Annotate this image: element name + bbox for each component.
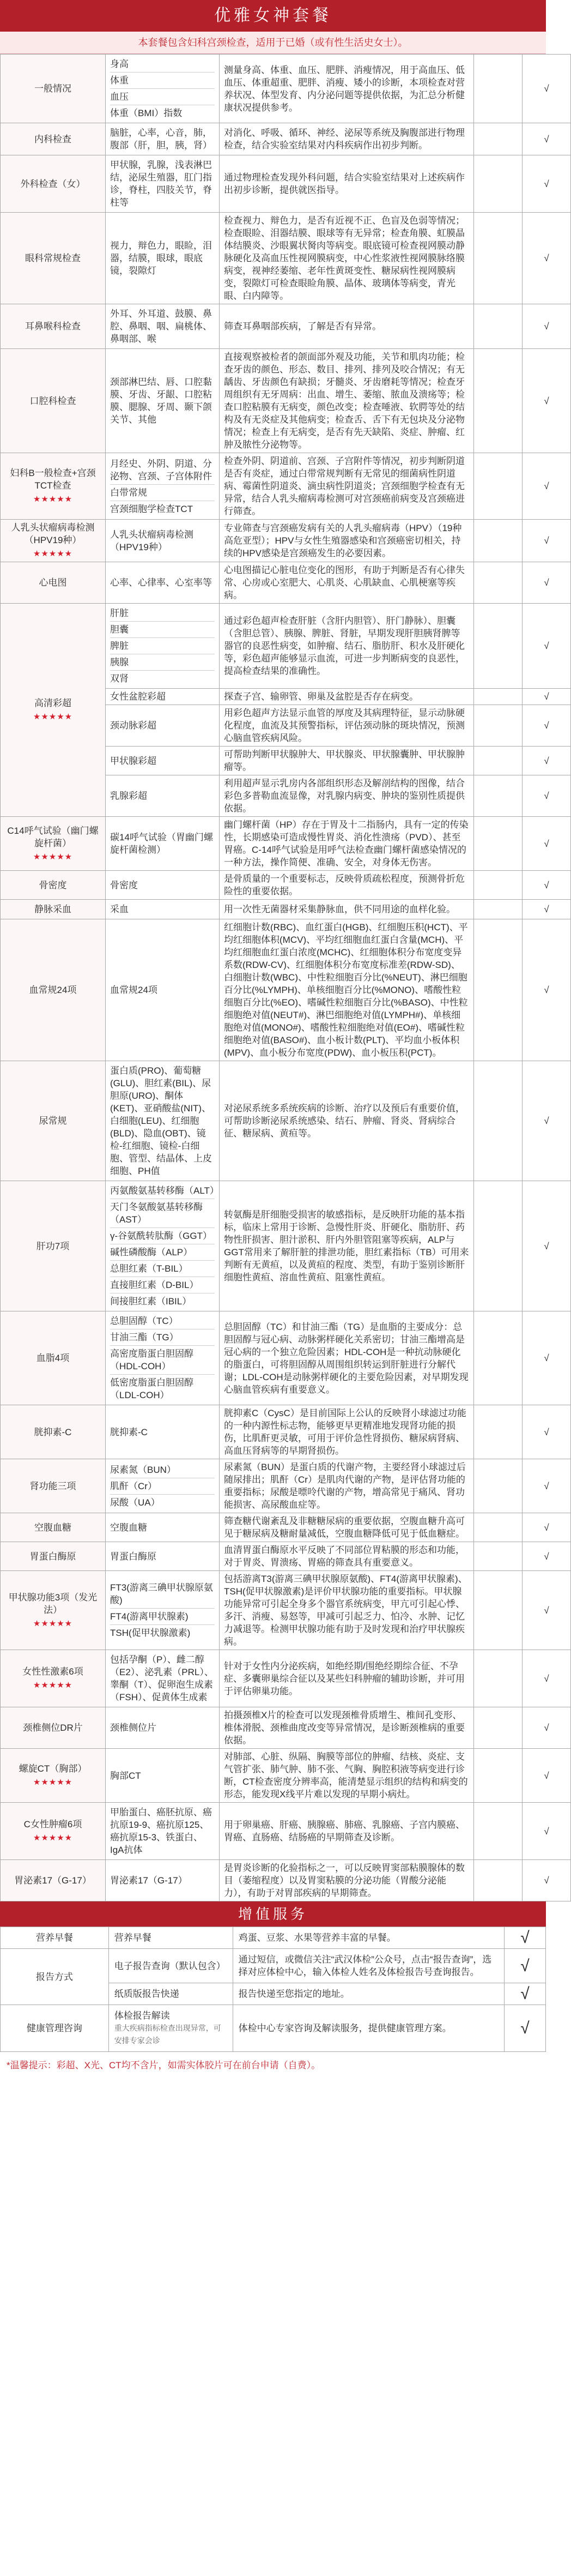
exam-item: 颈椎侧位片 [110, 1723, 156, 1733]
check-mark: √ [505, 1949, 546, 1983]
check-mark: √ [523, 1181, 571, 1311]
service-row [1, 1949, 546, 1983]
exam-row [1, 1749, 571, 1803]
exam-description: 直接观察被检者的颌面部外观及功能，关节和肌肉功能；检查牙齿的颜色、形态、数目、排列、排列及咬合情况；有无龋齿、牙齿颜色有缺损；牙髓炎、牙齿磨耗等情况；检查牙周组织有无牙周病：出血、增生、萎缩、脓血及溃疡等；检查口腔粘膜有无病变，颜色改变；检查唾液、软腭等处的结构及有无炎症及其他病变；检查舌、舌下有无包块及分泌物情况；检查上有无病变，是否有先天缺陷、炎症、肿瘤、红肿及脓性分泌物等。 [220, 349, 474, 453]
exam-row [1, 1860, 571, 1901]
blank-cell [474, 1311, 523, 1405]
star-rating: ★★★★★ [33, 852, 73, 862]
blank-cell [474, 1061, 523, 1181]
check-mark: √ [523, 520, 571, 562]
exam-item: 乳腺彩超 [106, 775, 220, 817]
exam-item: 宫颈细胞学检查TCT [110, 503, 193, 514]
exam-category [1, 1707, 106, 1749]
service-description: 报告快递至您指定的地址。 [233, 1983, 504, 2005]
blank-cell [474, 155, 523, 213]
exam-item: 甲状腺彩超 [106, 747, 220, 775]
exam-description: 幽门螺杆菌（HP）存在于胃及十二指肠内，具有一定的传染性，长期感染可造成慢性胃炎、消化性溃疡（PVD）、甚至胃癌。C-14呼气试验是用呼气法检查幽门螺杆菌感染情况的一种方法，操作简便、准确、安全，对身体无伤害。 [220, 817, 474, 871]
exam-items [106, 1571, 220, 1650]
exam-category-label: 心电图 [39, 577, 67, 588]
exam-row [1, 817, 571, 871]
check-mark: √ [523, 123, 571, 155]
exam-description: 检查外阴、阴道前、宫颈、子宫附件等情况，初步判断阴道是否有炎症，通过白带常规判断有无常见的细菌病性阴道病、霉菌性阴道炎、滴虫病性阴道炎；宫颈细胞学检查有无异常，结合人乳头瘤病毒检测可对宫颈癌前病变及宫颈癌进行筛查。 [220, 453, 474, 520]
exam-row [1, 1181, 571, 1311]
exam-item: 间接胆红素（IBIL） [110, 1296, 192, 1307]
exam-description: 尿素氮（BUN）是蛋白质的代谢产物，主要经肾小球滤过后随尿排出；肌酐（Cr）是肌肉代谢的产物，是评估肾功能的重要指标；尿酸是嘌呤代谢的产物，增高常见于痛风、肾功能损害、高尿酸血症等。 [220, 1459, 474, 1513]
exam-row [1, 900, 571, 919]
service-item-note: 重大疾病指标检查出现异常，可安排专家会诊 [114, 2024, 221, 2045]
exam-item: TSH(促甲状腺激素) [110, 1628, 191, 1638]
exam-item: 胰腺 [110, 654, 215, 671]
blank-cell [474, 1181, 523, 1311]
exam-category-label: 肾功能三项 [29, 1480, 76, 1491]
check-mark: √ [523, 1571, 571, 1650]
exam-description: 专业筛查与宫颈癌发病有关的人乳头瘤病毒（HPV）（19种高危亚型）；HPV与女性生殖器感染和宫颈癌密切相关，持续的HPV感染是宫颈癌发生的必要因素。 [220, 520, 474, 562]
blank-cell [474, 1571, 523, 1650]
exam-category-label: 一般情况 [34, 83, 71, 94]
exam-item: 碳14呼气试验（胃幽门螺旋杆菌检测） [110, 832, 213, 855]
exam-item: 高密度脂蛋白胆固醇（HDL-COH） [110, 1346, 215, 1375]
exam-description: 对消化、呼吸、循环、神经、泌尿等系统及胸腹部进行物理检查，结合实验室结果对内科疾病作出初步判断。 [220, 123, 474, 155]
service-item: 电子报告查询（默认包含） [108, 1949, 233, 1983]
check-mark: √ [505, 1983, 546, 2005]
check-mark: √ [523, 1707, 571, 1749]
blank-cell [474, 900, 523, 919]
exam-category-label: 甲状腺功能3项（发光法） [8, 1592, 98, 1615]
exam-row [1, 453, 571, 520]
exam-item: 体重（BMI）指数 [110, 108, 183, 118]
exam-description: 用于卵巢癌、肝癌、胰腺癌、肺癌、乳腺癌、子宫内膜癌、胃癌、直肠癌、结肠癌的早期筛查及诊断。 [220, 1803, 474, 1860]
exam-item: 月经史、外阴、阴道、分泌物、宫颈、子宫体附件 [110, 456, 215, 485]
check-mark: √ [523, 817, 571, 871]
exam-description: 筛查糖代谢紊乱及非糖糖尿病的重要依据，空腹血糖升高可见于糖尿病及糖耐量减低，空腹血糖降低可见于低血糖症。 [220, 1513, 474, 1542]
service-item-label: 体检报告解读 [114, 2011, 170, 2021]
exam-items [106, 155, 220, 213]
exam-item: 胃泌素17（G-17） [110, 1875, 187, 1886]
check-mark: √ [523, 304, 571, 349]
exam-items [106, 900, 220, 919]
star-rating: ★★★★★ [33, 1618, 73, 1628]
exam-row [1, 1513, 571, 1542]
service-description: 鸡蛋、豆浆、水果等营养丰富的早餐。 [233, 1927, 504, 1949]
exam-item: 双肾 [110, 673, 129, 684]
exam-items [106, 1803, 220, 1860]
check-mark: √ [505, 1927, 546, 1949]
footer-note: *温馨提示：彩超、X光、CT均不含片，如需实体胶片可在前台申请（自费）。 [7, 2060, 321, 2071]
exam-category [1, 1542, 106, 1571]
exam-item: 甲胎蛋白、癌胚抗原、癌抗原19-9、癌抗原125、癌抗原15-3、铁蛋白、IgA抗体 [110, 1807, 212, 1855]
blank-cell [474, 453, 523, 520]
exam-category [1, 1061, 106, 1181]
exam-description: 总胆固醇（TC）和甘油三酯（TG）是血脂的主要成分：总胆固醇与冠心病、动脉粥样硬化关系密切；甘油三酯增高是冠心病的一个独立危险因素；HDL-COH是一种抗动脉硬化的脂蛋白，可将胆固醇从周围组织转运到肝脏进行分解代谢；LDL-COH是动脉粥样硬化的主要危险因素，对早期发现心脑血管疾病有重要意义。 [220, 1311, 474, 1405]
exam-items [106, 1405, 220, 1459]
blank-cell [474, 304, 523, 349]
exam-description: 是骨质量的一个重要标志，反映骨质疏松程度，预测骨折危险性的重要依据。 [220, 871, 474, 900]
check-mark: √ [523, 155, 571, 213]
package-title: 优雅女神套餐 [0, 0, 546, 32]
exam-row [1, 871, 571, 900]
exam-item: 蛋白质(PRO)、葡萄糖(GLU)、胆红素(BIL)、尿胆原(URO)、酮体(KET)、亚硝酸盐(NIT)、白细胞(LEU)、红细胞(BLD)、隐血(OBT)、镜检-红细胞、镜检-白细胞、管型、结晶体、上皮细胞、PH值 [110, 1066, 212, 1176]
exam-category-label: 空腹血糖 [34, 1522, 71, 1533]
exam-item: 尿素氮（BUN） [110, 1462, 215, 1478]
exam-description: 心电图描记心脏电位变化的图形，有助于判断是否有心律失常、心房或心室肥大、心肌炎、心肌缺血、心肌梗塞等疾病。 [220, 562, 474, 604]
exam-category [1, 304, 106, 349]
exam-items [106, 349, 220, 453]
exam-description: 转氨酶是肝细胞受损害的敏感指标，是反映肝功能的基本指标，临床上常用于诊断、急慢性肝炎、肝硬化、脂肪肝、药物性肝损害、胆汁淤积、肝内外胆管阻塞等疾病，ALP与GGT常用来了解肝脏的排泄功能，胆红素指标（TB）可用来判断有无黄疸，以及黄疸的程度、类型，有助于鉴别诊断肝细胞性黄疸、溶血性黄疸、阻塞性黄疸。 [220, 1181, 474, 1311]
blank-cell [474, 689, 523, 705]
check-mark: √ [523, 1803, 571, 1860]
service-category: 报告方式 [1, 1949, 109, 2005]
exam-item: 颈动脉彩超 [106, 705, 220, 747]
check-mark: √ [523, 1405, 571, 1459]
exam-description: 测量身高、体重、血压、肥胖、消瘦情况，用于高血压、低血压、体重超重、肥胖、消瘦、矮小的诊断，本项检查对营养状况、体型发育、内分泌问题等提供依据，为汇总分析健康状况提供参考。 [220, 55, 474, 123]
exam-item: 采血 [110, 904, 129, 914]
blank-cell [474, 1707, 523, 1749]
exam-item: 包括孕酮（P）、雌二醇（E2）、泌乳素（PRL）、睾酮（T）、促卵泡生成素（FSH）、促黄体生成素 [110, 1654, 214, 1702]
exam-category-label: 尿常规 [39, 1116, 67, 1126]
exam-items [106, 562, 220, 604]
exam-category [1, 1311, 106, 1405]
services-title: 增值服务 [0, 1901, 546, 1927]
exam-category [1, 1513, 106, 1542]
exam-item: 脑脏，心率，心音，肺，腹部（肝，胆，胰，肾） [110, 128, 212, 151]
exam-description: 通过物理检查发现外科问题，结合实验室结果对上述疾病作出初步诊断，提供就医指导。 [220, 155, 474, 213]
exam-description: 利用超声显示乳房内各部组织形态及解剖结构的图像，结合彩色多普勒血流显像，对乳腺内病变、肿块的鉴别性质提供依据。 [220, 775, 474, 817]
exam-items [106, 1860, 220, 1901]
check-mark: √ [523, 900, 571, 919]
exam-item: 体重 [110, 73, 215, 89]
exam-category [1, 871, 106, 900]
exam-category-label: 外科检查（女） [20, 178, 86, 189]
exam-row [1, 155, 571, 213]
exam-item: 女性盆腔彩超 [106, 689, 220, 705]
exam-item: FT4(游离甲状腺素) [110, 1609, 215, 1625]
exam-item: 肌酐（Cr） [110, 1478, 215, 1495]
package-subtitle: 本套餐包含妇科宫颈检查，适用于已婚（或有性生活史女士）。 [0, 32, 546, 54]
exam-item: 胃蛋白酶原 [110, 1551, 156, 1562]
exam-items [106, 604, 220, 689]
exam-row [1, 1707, 571, 1749]
exam-category-label: 高清彩超 [34, 698, 71, 708]
exam-category-label: 胃蛋白酶原 [29, 1551, 76, 1562]
exam-category [1, 55, 106, 123]
check-mark: √ [523, 213, 571, 304]
exam-item: γ-谷氨酰转肽酶（GGT） [110, 1228, 215, 1244]
exam-item: 身高 [110, 56, 215, 73]
blank-cell [474, 213, 523, 304]
check-mark: √ [523, 1459, 571, 1513]
check-mark: √ [523, 1749, 571, 1803]
exam-item: 血常规24项 [110, 985, 157, 995]
exam-items [106, 1181, 220, 1311]
star-rating: ★★★★★ [33, 495, 73, 504]
blank-cell [474, 1542, 523, 1571]
star-rating: ★★★★★ [33, 1681, 73, 1690]
blank-cell [474, 123, 523, 155]
blank-cell [474, 1513, 523, 1542]
star-rating: ★★★★★ [33, 1833, 73, 1843]
exam-description: 可帮助判断甲状腺肿大、甲状腺炎、甲状腺囊肿、甲状腺肿瘤等。 [220, 747, 474, 775]
blank-cell [474, 1749, 523, 1803]
exam-category [1, 349, 106, 453]
exam-items [106, 1513, 220, 1542]
star-rating: ★★★★★ [33, 549, 73, 558]
blank-cell [474, 55, 523, 123]
exam-description: 包括游离T3(游离三碘甲状腺原氨酸)、FT4(游离甲状腺素)、TSH(促甲状腺激素)是评价甲状腺功能的重要指标。甲状腺功能异常可引起全身多个器官系统病变，甲亢可引起心悸、多汗、消瘦、易怒等，甲减可引起乏力、怕冷、水肿、记忆力减退等。检测甲状腺功能有助于及时发现和治疗甲状腺疾病。 [220, 1571, 474, 1650]
exam-items [106, 919, 220, 1061]
exam-category [1, 1650, 106, 1707]
blank-cell [474, 562, 523, 604]
exam-category [1, 1803, 106, 1860]
exam-description: 对泌尿系统多系统疾病的诊断、治疗以及预后有重要价值，可帮助诊断泌尿系统感染、结石、肿瘤、肾炎、肾病综合征、糖尿病、黄疸等。 [220, 1061, 474, 1181]
check-mark: √ [523, 349, 571, 453]
exam-category [1, 1405, 106, 1459]
exam-description: 血清胃蛋白酶原水平反映了不同部位胃粘膜的形态和功能，对于胃炎、胃溃疡、胃癌的筛查具有重要意义。 [220, 1542, 474, 1571]
service-item [108, 2005, 233, 2052]
exam-row [1, 919, 571, 1061]
exam-category [1, 604, 106, 817]
exam-item: 胱抑素-C [110, 1427, 148, 1437]
blank-cell [474, 1860, 523, 1901]
blank-cell [474, 1459, 523, 1513]
service-item [108, 1927, 233, 1949]
exam-item: 脾脏 [110, 638, 215, 654]
exam-item: 碱性磷酸酶（ALP） [110, 1244, 215, 1261]
exam-description: 检查视力、辩色力，是否有近视不正、色盲及色弱等情况；检查眼睑、泪器结膜、眼球等有无异常；检查角膜、虹膜晶体结膜炎、沙眼翼状胬肉等病变。眼底镜可检查视网膜动静脉硬化及高血压性视网膜病变，中心性浆液性视网膜脉络膜病变，视神经萎缩、老年性黄斑变性、糖尿病性视网膜病变，裂隙灯可检查眼睑角膜、晶体、玻璃体等病变，青光眼、白内障等。 [220, 213, 474, 304]
exam-item: 血压 [110, 89, 215, 105]
exam-row [1, 1311, 571, 1405]
exam-category [1, 1749, 106, 1803]
check-mark: √ [523, 1311, 571, 1405]
exam-item: 低密度脂蛋白胆固醇（LDL-COH） [110, 1377, 193, 1400]
exam-row [1, 520, 571, 562]
exam-description: 红细胞计数(RBC)、血红蛋白(HGB)、红细胞压积(HCT)、平均红细胞体积(MCV)、平均红细胞血红蛋白含量(MCH)、平均红细胞血红蛋白浓度(MCHC)、红细胞体积分布宽度变异系数(RDW-CV)、红细胞体积分布宽度标准差(RDW-SD)、白细胞计数(WBC)、中性粒细胞百分比(%NEUT)、淋巴细胞百分比(%LYMPH)、单核细胞百分比(%MONO)、嗜酸性粒细胞百分比(%EO)、嗜碱性粒细胞百分比(%BASO)、中性粒细胞绝对值(NEUT#)、淋巴细胞绝对值(LYMPH#)、单核细胞绝对值(MONO#)、嗜酸性粒细胞绝对值(EO#)、嗜碱性粒细胞绝对值(BASO#)、血小板计数(PLT)、平均血小板体积(MPV)、血小板分布宽度(PDW)、血小板压积(PCT)。 [220, 919, 474, 1061]
exam-items [106, 1311, 220, 1405]
exam-description: 用一次性无菌器材采集静脉血，供不同用途的血样化验。 [220, 900, 474, 919]
exam-item: 胆囊 [110, 622, 215, 638]
check-mark: √ [523, 1860, 571, 1901]
service-category: 营养早餐 [1, 1927, 109, 1949]
exam-category-label: 静脉采血 [34, 904, 71, 914]
exam-table [0, 54, 571, 1901]
blank-cell [474, 705, 523, 747]
exam-item: 甲状腺，乳腺，浅表淋巴结，泌尿生殖器，肛门指诊，脊柱，四肢关节，脊柱等 [110, 160, 212, 208]
exam-category [1, 453, 106, 520]
exam-category-label: 妇科B一般检查+宫颈TCT检查 [10, 468, 96, 491]
exam-item: 尿酸（UA） [110, 1497, 160, 1508]
exam-description: 针对于女性内分泌疾病，如绝经期/围绝经期综合征、不孕症、多囊卵巢综合征以及某些妇科肿瘤的辅助诊断，并可用于评估卵巢功能。 [220, 1650, 474, 1707]
blank-cell [474, 604, 523, 689]
star-rating: ★★★★★ [33, 712, 73, 721]
exam-category-label: 女性性激素6项 [22, 1666, 83, 1677]
exam-row [1, 1650, 571, 1707]
exam-item: 视力，辩色力，眼睑，泪器，结膜，眼球，眼底镜，裂隙灯 [110, 240, 212, 276]
blank-cell [474, 871, 523, 900]
exam-row [1, 604, 571, 689]
exam-item: FT3(游离三碘甲状腺原氨酸) [110, 1580, 215, 1609]
exam-category [1, 1459, 106, 1513]
blank-cell [474, 775, 523, 817]
exam-description: 胱抑素C（CysC）是目前国际上公认的反映肾小球滤过功能的一种内源性标志物，能够更早更精准地发现肾功能的损伤，比肌酐更灵敏，可用于评价急性肾损伤、糖尿病肾病、高血压肾病等的早期肾损伤。 [220, 1405, 474, 1459]
exam-description: 探查子宫、输卵管、卵巢及盆腔是否存在病变。 [220, 689, 474, 705]
exam-row [1, 213, 571, 304]
exam-category [1, 562, 106, 604]
exam-items [106, 1542, 220, 1571]
blank-cell [474, 1405, 523, 1459]
exam-row [1, 123, 571, 155]
exam-category-label: 血常规24项 [29, 985, 77, 995]
exam-item: 骨密度 [110, 880, 138, 890]
check-mark: √ [523, 705, 571, 747]
exam-item: 甘油三酯（TG） [110, 1329, 215, 1346]
check-mark: √ [523, 562, 571, 604]
check-mark: √ [523, 919, 571, 1061]
exam-item: 肝脏 [110, 605, 215, 622]
service-row [1, 2005, 546, 2052]
exam-row [1, 1803, 571, 1860]
exam-category [1, 1860, 106, 1901]
exam-row [1, 1459, 571, 1513]
check-mark: √ [523, 55, 571, 123]
check-mark: √ [523, 871, 571, 900]
exam-items [106, 817, 220, 871]
exam-category [1, 123, 106, 155]
exam-category-label: 胱抑素-C [34, 1427, 72, 1437]
exam-description: 对肺部、心脏、纵隔、胸膜等部位的肿瘤、结核、炎症、支气管扩张、肺气肿、肺不张、气胸、胸腔积液等病变进行诊断，CT检查密度分辨率高，能清楚显示组织的结构和病变的形态，能发现X线平片难以发现的早期小病灶。 [220, 1749, 474, 1803]
service-item: 纸质版报告快递 [108, 1983, 233, 2005]
exam-category-label: 螺旋CT（胸部） [19, 1764, 87, 1774]
exam-description: 拍摄颈椎X片的检查可以发现颈椎骨质增生、椎间孔变形、椎体滑脱、颈椎曲度改变等异常情况，是诊断颈椎病的重要依据。 [220, 1707, 474, 1749]
exam-items [106, 871, 220, 900]
exam-category [1, 900, 106, 919]
exam-category-label: 人乳头状瘤病毒检测（HPV19种） [11, 522, 95, 545]
exam-description: 是胃炎诊断的化验指标之一，可以反映胃窦部粘膜腺体的数目（萎缩程度）以及胃窦粘膜的分泌功能（胃酸分泌能力），有助于对胃部疾病的早期筛查。 [220, 1860, 474, 1901]
blank-cell [474, 747, 523, 775]
exam-item: 天门冬氨酸氨基转移酶（AST） [110, 1199, 215, 1228]
exam-item: 丙氨酸氨基转移酶（ALT） [110, 1183, 215, 1199]
check-mark: √ [523, 775, 571, 817]
exam-items [106, 123, 220, 155]
check-mark: √ [523, 747, 571, 775]
service-description: 通过短信，或微信关注“武汉体检”公众号，点击“报告查询”，选择对应体检中心，输入体检人姓名及体检报告号查询报告。 [233, 1949, 504, 1983]
exam-item: 颈部淋巴结、唇、口腔黏膜、牙齿、牙龈、口腔粘膜、腮腺、牙周、颞下颌关节、其他 [110, 377, 212, 425]
exam-item: 空腹血糖 [110, 1522, 147, 1533]
exam-category [1, 520, 106, 562]
exam-items [106, 304, 220, 349]
exam-row [1, 55, 571, 123]
exam-items [106, 1459, 220, 1513]
blank-cell [474, 817, 523, 871]
exam-category-label: 口腔科检查 [29, 395, 76, 406]
exam-description: 用彩色超声方法显示血管的厚度及其病理特征，显示动脉硬化程度，血流及其预警指标，评估颈动脉的斑块情况，预测心脑血管疾病风险。 [220, 705, 474, 747]
exam-item: 总胆红素（T-BIL） [110, 1261, 215, 1277]
exam-category-label: 肝功7项 [36, 1241, 70, 1251]
blank-cell [474, 919, 523, 1061]
check-mark: √ [523, 1061, 571, 1181]
exam-items [106, 1707, 220, 1749]
service-item-label: 营养早餐 [114, 1933, 151, 1943]
check-mark: √ [523, 1513, 571, 1542]
exam-row [1, 1542, 571, 1571]
check-mark: √ [523, 1542, 571, 1571]
exam-category [1, 1571, 106, 1650]
exam-category-label: 血脂4项 [36, 1353, 70, 1363]
exam-items [106, 1650, 220, 1707]
exam-category-label: 颈椎侧位DR片 [23, 1723, 83, 1733]
exam-item: 心率、心律率、心室率等 [110, 577, 212, 588]
service-description: 体检中心专家咨询及解读服务，提供健康管理方案。 [233, 2005, 504, 2052]
exam-item: 外耳、外耳道、鼓膜、鼻腔、鼻咽、咽、扁桃体、鼻咽部、喉 [110, 309, 212, 344]
exam-item: 直接胆红素（D-BIL） [110, 1277, 215, 1293]
star-rating: ★★★★★ [33, 1778, 73, 1787]
exam-description: 筛查耳鼻咽部疾病，了解是否有异常。 [220, 304, 474, 349]
check-mark: √ [523, 453, 571, 520]
blank-cell [474, 1803, 523, 1860]
exam-category-label: 胃泌素17（G-17） [14, 1875, 92, 1886]
exam-category [1, 213, 106, 304]
service-category: 健康管理咨询 [1, 2005, 109, 2052]
blank-cell [474, 349, 523, 453]
exam-row [1, 562, 571, 604]
exam-item: 白带常规 [110, 485, 215, 501]
check-mark: √ [523, 604, 571, 689]
exam-category-label: 眼科常规检查 [25, 253, 81, 263]
exam-category [1, 919, 106, 1061]
exam-item: 胸部CT [110, 1770, 141, 1781]
exam-category-label: C女性肿瘤6项 [23, 1819, 82, 1829]
exam-item: 总胆固醇（TC） [110, 1313, 215, 1329]
exam-items [106, 520, 220, 562]
exam-category-label: C14呼气试验（幽门螺旋杆菌） [7, 825, 99, 848]
check-mark: √ [505, 2005, 546, 2052]
service-row [1, 1927, 546, 1949]
exam-category [1, 817, 106, 871]
exam-description: 通过彩色超声检查肝脏（含肝内胆管）、肝门静脉）、胆囊（含胆总管）、胰腺、脾脏、肾脏，早期发现肝胆胰肾脾等器官的良恶性病变，如肿瘤、结石、脂肪肝、积水及肝硬化等，彩色超声能够显示血流，可进一步判断病变的良恶性，提高检查结果的准确性。 [220, 604, 474, 689]
exam-category [1, 1181, 106, 1311]
exam-item: 人乳头状瘤病毒检测（HPV19种） [110, 529, 193, 552]
exam-items [106, 1749, 220, 1803]
blank-cell [474, 1650, 523, 1707]
exam-items [106, 453, 220, 520]
exam-row [1, 304, 571, 349]
exam-category-label: 骨密度 [39, 880, 67, 890]
exam-items [106, 213, 220, 304]
exam-row [1, 1571, 571, 1650]
exam-row [1, 349, 571, 453]
check-mark: √ [523, 689, 571, 705]
exam-items [106, 1061, 220, 1181]
exam-category-label: 耳鼻喉科检查 [25, 321, 81, 332]
exam-items [106, 55, 220, 123]
exam-row [1, 1061, 571, 1181]
services-table [0, 1927, 546, 2052]
check-mark: √ [523, 1650, 571, 1707]
exam-row [1, 1405, 571, 1459]
blank-cell [474, 520, 523, 562]
exam-category-label: 内科检查 [34, 134, 71, 145]
exam-category [1, 155, 106, 213]
